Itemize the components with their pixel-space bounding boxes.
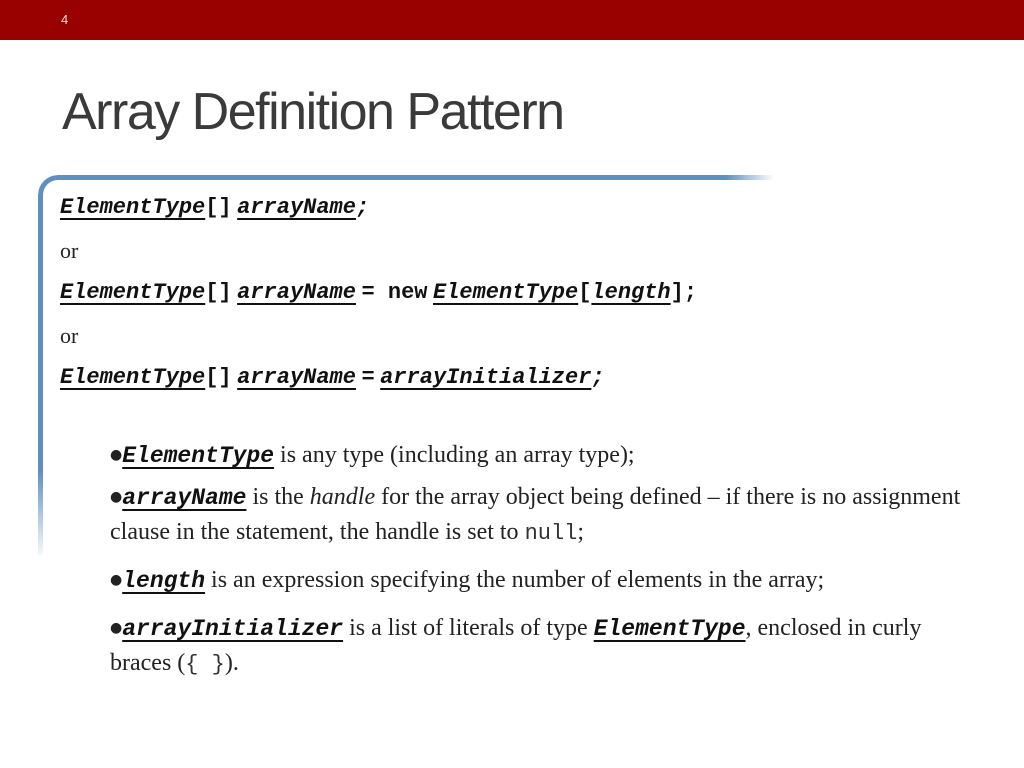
close-bracket-semicolon: ]; xyxy=(670,280,698,305)
or-separator-2 xyxy=(60,323,78,349)
top-bar xyxy=(0,0,1024,40)
bullet-term: arrayInitializer xyxy=(122,616,344,642)
element-type-param: ElementType xyxy=(60,365,206,390)
bullet-term: length xyxy=(122,568,206,594)
array-initializer-param: arrayInitializer xyxy=(380,365,592,390)
bullet-length xyxy=(110,563,970,598)
code-line-new-array xyxy=(60,278,697,305)
bullet-dot-icon: ● xyxy=(110,572,123,588)
slide-number: 4 xyxy=(61,12,69,27)
bullet-dot-icon: ● xyxy=(110,489,123,505)
length-param: length xyxy=(591,280,671,305)
bullet-element-type xyxy=(110,438,970,473)
array-name-param: arrayName xyxy=(237,280,356,305)
handle-emphasis: handle xyxy=(309,484,376,510)
or-text: or xyxy=(60,238,79,263)
semicolon: ; xyxy=(355,195,370,220)
curly-braces-literal: { } xyxy=(185,652,225,677)
bullet-end: ). xyxy=(224,650,239,676)
bullet-text: is a list of literals of type xyxy=(349,615,588,641)
element-type-param: ElementType xyxy=(432,280,579,305)
bullet-text: is any type (including an array type); xyxy=(280,442,635,468)
array-brackets: [] xyxy=(205,195,232,220)
bullet-text-continued: , enclosed in curly braces ( xyxy=(110,615,922,676)
array-name-param: arrayName xyxy=(237,365,356,390)
bullet-array-name xyxy=(110,480,970,551)
bullet-dot-icon: ● xyxy=(110,620,123,636)
element-type-param: ElementType xyxy=(60,280,206,305)
slide-title: Array Definition Pattern xyxy=(62,83,564,141)
code-line-declaration xyxy=(60,193,369,220)
bullet-term: ElementType xyxy=(122,443,275,469)
new-keyword: = new xyxy=(361,280,428,305)
bullet-term-element-type: ElementType xyxy=(593,616,746,642)
open-bracket: [ xyxy=(578,280,592,305)
bullet-term: arrayName xyxy=(122,485,247,511)
null-literal: null xyxy=(524,521,578,546)
bullet-end: ; xyxy=(577,519,585,545)
bullet-text: is the xyxy=(252,484,304,510)
or-text: or xyxy=(60,323,79,348)
array-brackets: [] xyxy=(205,280,232,305)
bullet-text-continued: for the array object being defined – if there is no assignment clause in the statement, the handle is set to xyxy=(110,484,961,545)
code-line-initializer xyxy=(60,363,605,390)
equals-sign: = xyxy=(361,365,375,390)
bullet-text: is an expression specifying the number of elements in the array; xyxy=(211,567,825,593)
code-box-fade xyxy=(33,470,53,560)
bullet-array-initializer xyxy=(110,611,970,682)
array-brackets: [] xyxy=(205,365,232,390)
array-name-param: arrayName xyxy=(237,195,356,220)
or-separator-1 xyxy=(60,238,78,264)
element-type-param: ElementType xyxy=(60,195,206,220)
semicolon: ; xyxy=(591,365,605,390)
bullet-dot-icon: ● xyxy=(110,447,123,463)
